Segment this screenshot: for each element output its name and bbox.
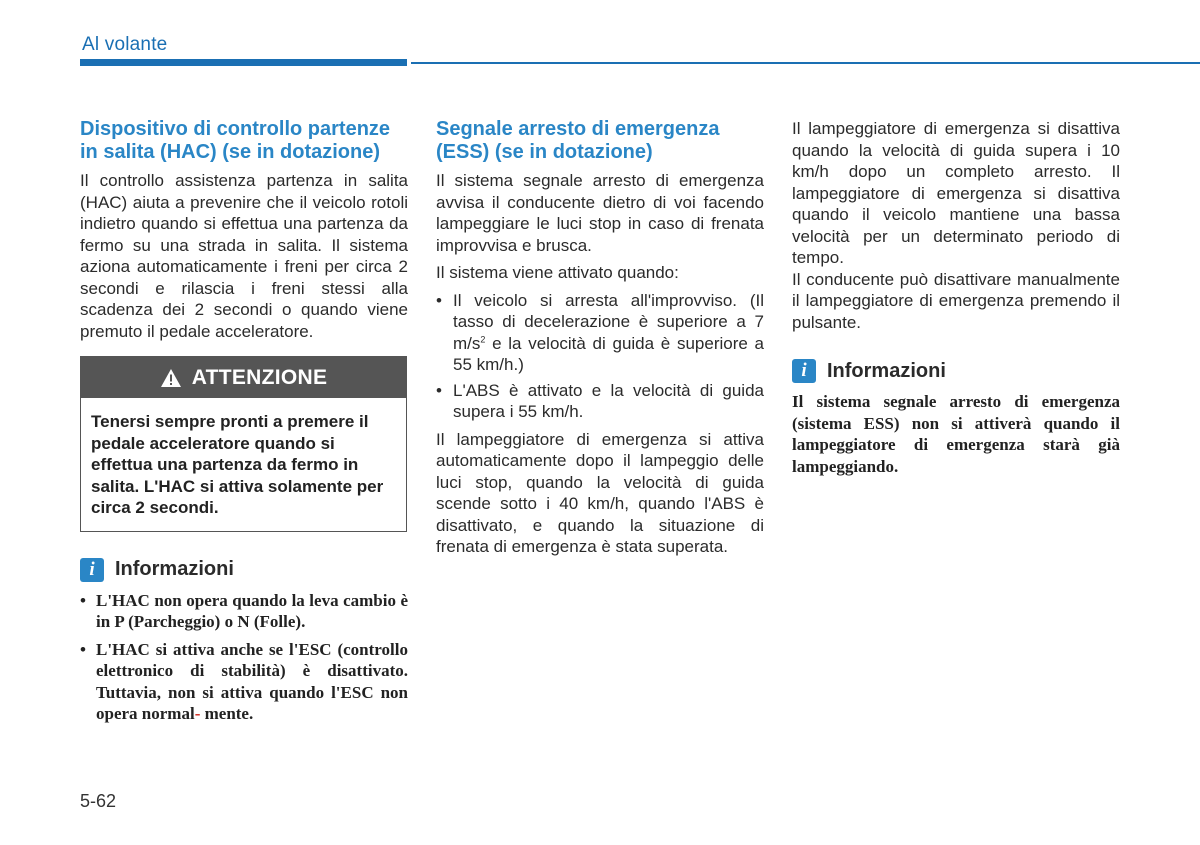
ess-bullet-1a: Il veicolo si arresta all'improvviso. (Il tasso di decelerazione è superiore a 7 m/s bbox=[453, 290, 764, 353]
info-bullet-2-end: mente. bbox=[204, 704, 254, 723]
info-header-hac bbox=[80, 558, 408, 582]
column-hac bbox=[80, 118, 408, 731]
info-bullet-2-hyphen: - bbox=[194, 704, 201, 723]
header-rule-thick bbox=[80, 59, 407, 66]
ess-paragraph-2: Il sistema viene attivato quando: bbox=[436, 263, 679, 282]
column-ess bbox=[436, 118, 764, 564]
info-title-ess: Informazioni bbox=[827, 359, 946, 382]
list-item bbox=[80, 590, 408, 633]
info-title-hac: Informazioni bbox=[115, 558, 234, 580]
warning-box bbox=[80, 356, 407, 532]
hac-heading: Dispositivo di controllo partenze in salita (HAC) (se in dotazione) bbox=[80, 118, 391, 163]
warning-header bbox=[81, 357, 406, 398]
list-item bbox=[436, 290, 764, 376]
ess-cont-paragraph-1: Il lampeggiatore di emergenza si disattiva quando la velocità di guida supera i 10 km/h dopo un completo arresto. Il lampeggiatore di emergenza si disattiva quando il veicolo mantiene una bassa velocità per un determinato periodo di tempo. bbox=[792, 119, 1120, 267]
info-icon: i bbox=[792, 359, 816, 383]
list-item bbox=[80, 639, 408, 725]
ess-bullet-list bbox=[436, 290, 764, 423]
ess-paragraph-3: Il lampeggiatore di emergenza si attiva automaticamente dopo il lampeggio delle luci stop, quando la velocità di guida scende sotto i 40 km/h, quando l'ABS è disattivato, e quando la situazione di frenata di emergenza è stata superata. bbox=[436, 429, 764, 556]
section-title: Al volante bbox=[82, 34, 168, 55]
info-header-ess bbox=[792, 359, 1120, 383]
warning-text: Tenersi sempre pronti a premere il pedale acceleratore quando si effettua una partenza da fermo in salita. L'HAC si attiva solamente per circa 2 secondi. bbox=[91, 412, 384, 517]
list-item bbox=[436, 380, 764, 423]
info-icon: i bbox=[80, 558, 104, 582]
info-list-hac bbox=[80, 590, 408, 725]
info-bullet-1: L'HAC non opera quando la leva cambio è in P (Parcheggio) o N (Folle). bbox=[96, 590, 408, 631]
info-bullet-2: L'HAC si attiva anche se l'ESC (controllo elettronico di stabilità) è disattivato. Tuttavia, non si attiva quando l'ESC non opera normal bbox=[96, 639, 408, 723]
ess-heading: Segnale arresto di emergenza (ESS) (se in dotazione) bbox=[436, 118, 720, 163]
page-number: 5-62 bbox=[80, 791, 117, 811]
hac-paragraph: Il controllo assistenza partenza in salita (HAC) aiuta a prevenire che il veicolo rotoli indietro quando si effettua una partenza da fermo su una strada in salita. Il sistema aziona automaticamente i freni per circa 2 secondi e rilascia i freni stessi alla scadenza dei 2 secondi o quando viene premuto il pedale acceleratore. bbox=[80, 171, 408, 341]
ess-bullet-1-sup: 2 bbox=[480, 333, 486, 344]
ess-cont-paragraph-2: Il conducente può disattivare manualmente il lampeggiatore di emergenza premendo il pulsante. bbox=[792, 269, 1120, 332]
ess-paragraph-1: Il sistema segnale arresto di emergenza avvisa il conducente dietro di voi facendo lampeggiare le luci stop in caso di frenata improvvisa e brusca. bbox=[436, 171, 764, 255]
ess-bullet-1b: e la velocità di guida è superiore a 55 km/h.) bbox=[453, 333, 764, 374]
warning-title: ATTENZIONE bbox=[191, 365, 328, 389]
header-rule-thin bbox=[411, 62, 1200, 64]
warning-triangle-icon bbox=[160, 368, 182, 388]
info-text-ess: Il sistema segnale arresto di emergenza (sistema ESS) non si attiverà quando il lampeggiatore di emergenza starà già lampeggiando. bbox=[792, 392, 1120, 476]
ess-bullet-2: L'ABS è attivato e la velocità di guida supera i 55 km/h. bbox=[453, 380, 764, 421]
column-ess-cont bbox=[792, 118, 1120, 477]
